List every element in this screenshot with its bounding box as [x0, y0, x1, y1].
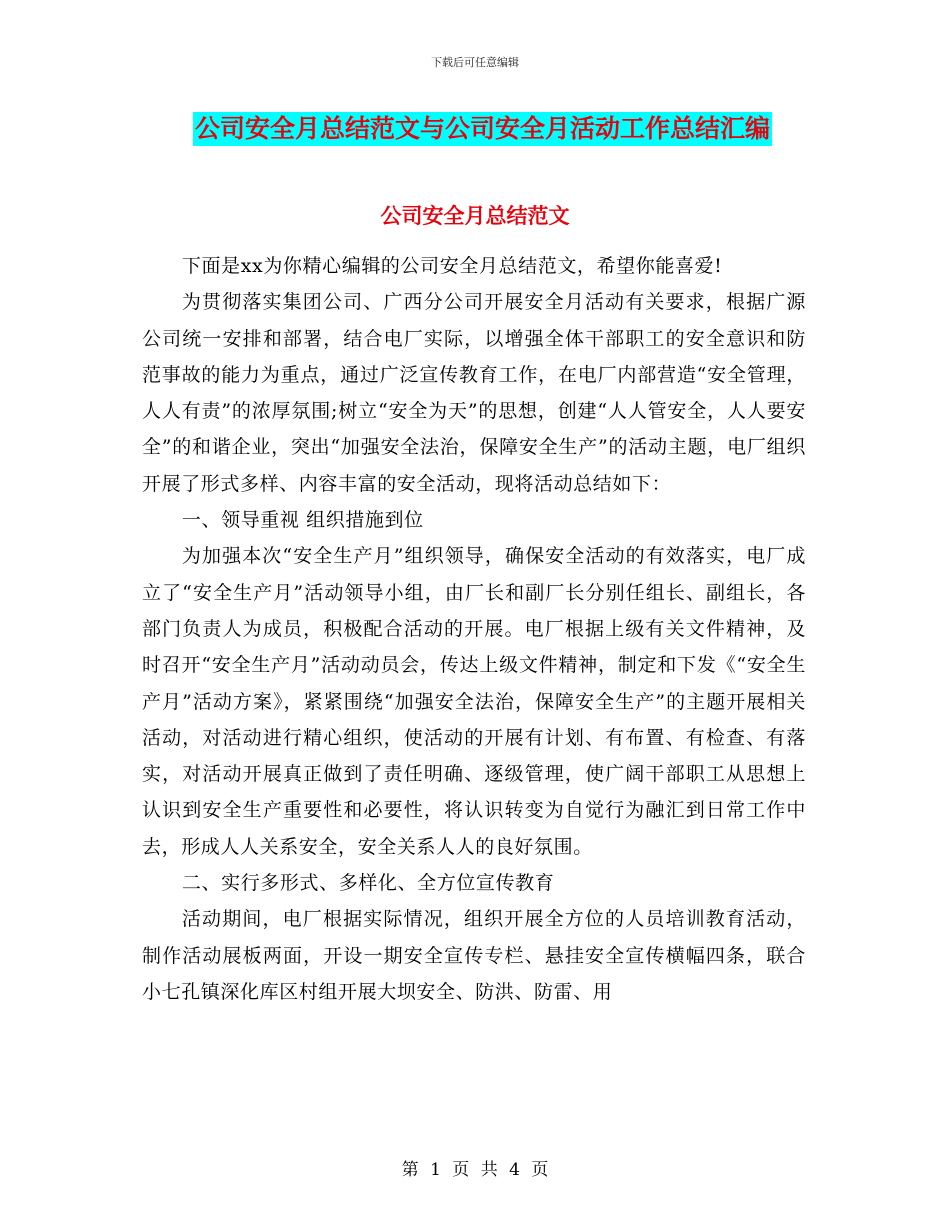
section-title: 公司安全月总结范文	[380, 204, 570, 228]
body-paragraph: 为贯彻落实集团公司、广西分公司开展安全月活动有关要求，根据广源公司统一安排和部署，结合电厂实际，以增强全体干部职工的安全意识和防范事故的能力为重点，通过广泛宣传教育工作，在电厂内部营造“安全管理，人人有责”的浓厚氛围;树立“安全为天”的思想，创建“人人管安全，人人要安全”的和谐企业，突出“加强安全法治，保障安全生产”的活动主题，电厂组织开展了形式多样、内容丰富的安全活动，现将活动总结如下：	[142, 291, 806, 495]
document-body	[142, 248, 806, 1010]
section-heading-1: 一、领导重视 组织措施到位	[181, 509, 424, 532]
title-container	[193, 112, 772, 146]
total-pages: 4	[509, 1160, 520, 1180]
page-label-suffix: 页	[531, 1160, 549, 1180]
page-label-prefix: 第	[401, 1160, 419, 1180]
total-label: 共	[480, 1160, 498, 1180]
body-paragraph: 为加强本次“安全生产月”组织领导，确保安全活动的有效落实，电厂成立了“安全生产月”活动领导小组，由厂长和副厂长分别任组长、副组长，各部门负责人为成员，积极配合活动的开展。电厂根据上级有关文件精神，及时召开“安全生产月”活动动员会，传达上级文件精神，制定和下发《“安全生产月”活动方案》，紧紧围绕“加强安全法治，保障安全生产”的主题开展相关活动，对活动进行精心组织，使活动的开展有计划、有布置、有检查、有落实，对活动开展真正做到了责任明确、逐级管理，使广阔干部职工从思想上认识到安全生产重要性和必要性，将认识转变为自觉行为融汇到日常工作中去，形成人人关系安全，安全关系人人的良好氛围。	[142, 545, 806, 858]
document-title: 公司安全月总结范文与公司安全月活动工作总结汇编	[193, 112, 772, 146]
section-heading-2: 二、实行多形式、多样化、全方位宣传教育	[181, 872, 555, 895]
body-paragraph: 活动期间，电厂根据实际情况，组织开展全方位的人员培训教育活动，制作活动展板两面，开设一期安全宣传专栏、悬挂安全宣传横幅四条，联合小七孔镇深化库区村组开展大坝安全、防洪、防雷、用	[142, 908, 806, 1003]
intro-paragraph: 下面是xx为你精心编辑的公司安全月总结范文，希望你能喜爱!	[181, 255, 723, 277]
page-label-mid: 页	[452, 1160, 470, 1180]
header-note: 下载后可任意编辑	[431, 56, 519, 69]
page-number: 1	[430, 1160, 441, 1180]
page-footer	[0, 1155, 950, 1180]
